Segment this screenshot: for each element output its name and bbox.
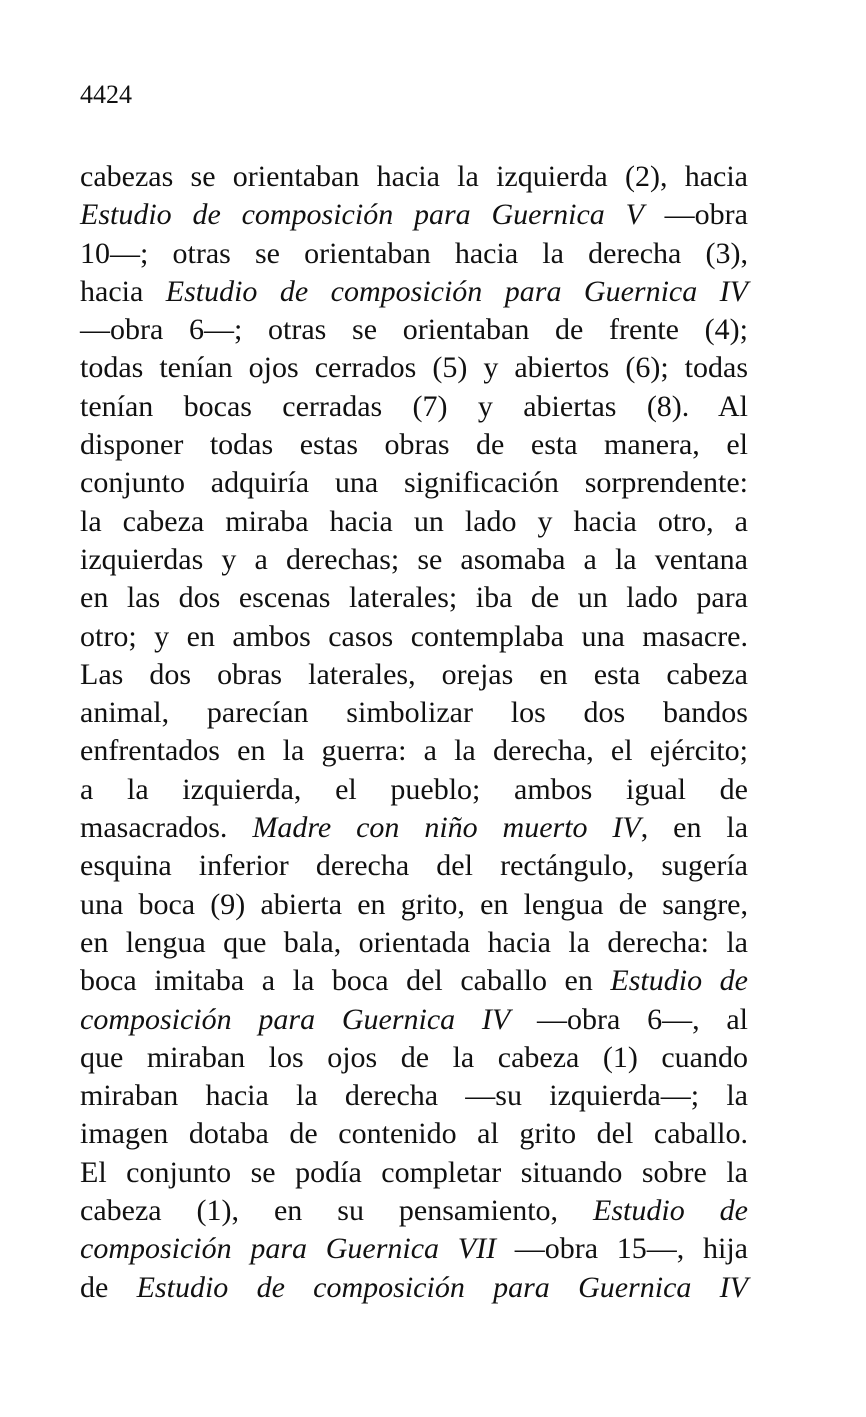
text-line (80, 809, 748, 847)
text-line (80, 1077, 748, 1115)
text-segment: de (80, 1270, 137, 1304)
text-line (80, 158, 748, 196)
text-segment: 10—; otras se orientaban hacia la derecha (3), (80, 236, 748, 270)
text-line (80, 464, 748, 502)
text-segment: masacrados. (80, 811, 253, 845)
text-segment: miraban hacia la derecha —su izquierda—; la (80, 1079, 748, 1113)
text-line (80, 388, 748, 426)
text-line (80, 962, 748, 1000)
text-segment: a la izquierda, el pueblo; ambos igual de (80, 772, 748, 806)
italic-title: Estudio de composición para Guernica IV (136, 1270, 748, 1304)
text-line (80, 349, 748, 387)
page-number: 4424 (80, 80, 132, 109)
text-segment: la cabeza miraba hacia un lado y hacia otro, a (80, 504, 748, 538)
text-segment: animal, parecían simbolizar los dos bandos (80, 696, 748, 730)
text-line (80, 235, 748, 273)
text-line (80, 311, 748, 349)
text-line (80, 541, 748, 579)
text-segment: tenían bocas cerradas (7) y abiertas (8). Al (80, 389, 748, 423)
text-segment: conjunto adquiría una significación sorprendente: (80, 466, 748, 500)
text-line (80, 1230, 748, 1268)
text-line (80, 503, 748, 541)
text-segment: imagen dotaba de contenido al grito del caballo. (80, 1117, 748, 1151)
text-line (80, 1269, 748, 1307)
italic-title: Estudio de composición para Guernica V (80, 198, 644, 232)
text-segment: en lengua que bala, orientada hacia la derecha: la (80, 925, 748, 959)
text-line (80, 1154, 748, 1192)
text-segment: Las dos obras laterales, orejas en esta cabeza (80, 657, 748, 691)
text-segment: disponer todas estas obras de esta manera, el (80, 428, 748, 462)
text-segment: otro; y en ambos casos contemplaba una masacre. (80, 619, 748, 653)
text-line (80, 579, 748, 617)
text-line (80, 426, 748, 464)
text-segment: , en la (640, 811, 749, 845)
text-segment: todas tenían ojos cerrados (5) y abiertos (6); todas (80, 351, 748, 385)
text-segment: —obra (643, 198, 748, 232)
text-line (80, 656, 748, 694)
italic-title: Estudio de (610, 964, 748, 998)
italic-title: composición para Guernica IV (80, 1002, 511, 1036)
text-segment: boca imitaba a la boca del caballo en (80, 964, 611, 998)
text-line (80, 694, 748, 732)
text-line (80, 732, 748, 770)
text-line (80, 771, 748, 809)
text-segment: que miraban los ojos de la cabeza (1) cuando (80, 1040, 748, 1074)
text-line (80, 847, 748, 885)
italic-title: Madre con niño muerto IV (252, 811, 641, 845)
body-text (80, 158, 748, 1307)
text-segment: El conjunto se podía completar situando sobre la (80, 1155, 748, 1189)
text-segment: en las dos escenas laterales; iba de un lado para (80, 581, 748, 615)
text-segment: esquina inferior derecha del rectángulo, sugería (80, 849, 748, 883)
text-segment: izquierdas y a derechas; se asomaba a la ventana (80, 542, 748, 576)
text-segment: —obra 15—, hija (496, 1232, 748, 1266)
text-line (80, 196, 748, 234)
text-line (80, 1039, 748, 1077)
text-line (80, 1115, 748, 1153)
text-segment: hacia (80, 274, 166, 308)
italic-title: composición para Guernica VII (80, 1232, 497, 1266)
italic-title: Estudio de composición para Guernica IV (165, 274, 749, 308)
text-line (80, 1001, 748, 1039)
text-line (80, 618, 748, 656)
text-line (80, 924, 748, 962)
italic-title: Estudio de (593, 1194, 748, 1228)
text-segment: una boca (9) abierta en grito, en lengua de sangre, (80, 887, 748, 921)
text-line (80, 1192, 748, 1230)
text-segment: enfrentados en la guerra: a la derecha, el ejército; (80, 734, 748, 768)
text-segment: cabeza (1), en su pensamiento, (80, 1194, 594, 1228)
text-line (80, 273, 748, 311)
text-line (80, 886, 748, 924)
text-segment: —obra 6—; otras se orientaban de frente (4); (80, 313, 748, 347)
text-segment: —obra 6—, al (510, 1002, 748, 1036)
text-segment: cabezas se orientaban hacia la izquierda (2), hacia (80, 160, 748, 193)
